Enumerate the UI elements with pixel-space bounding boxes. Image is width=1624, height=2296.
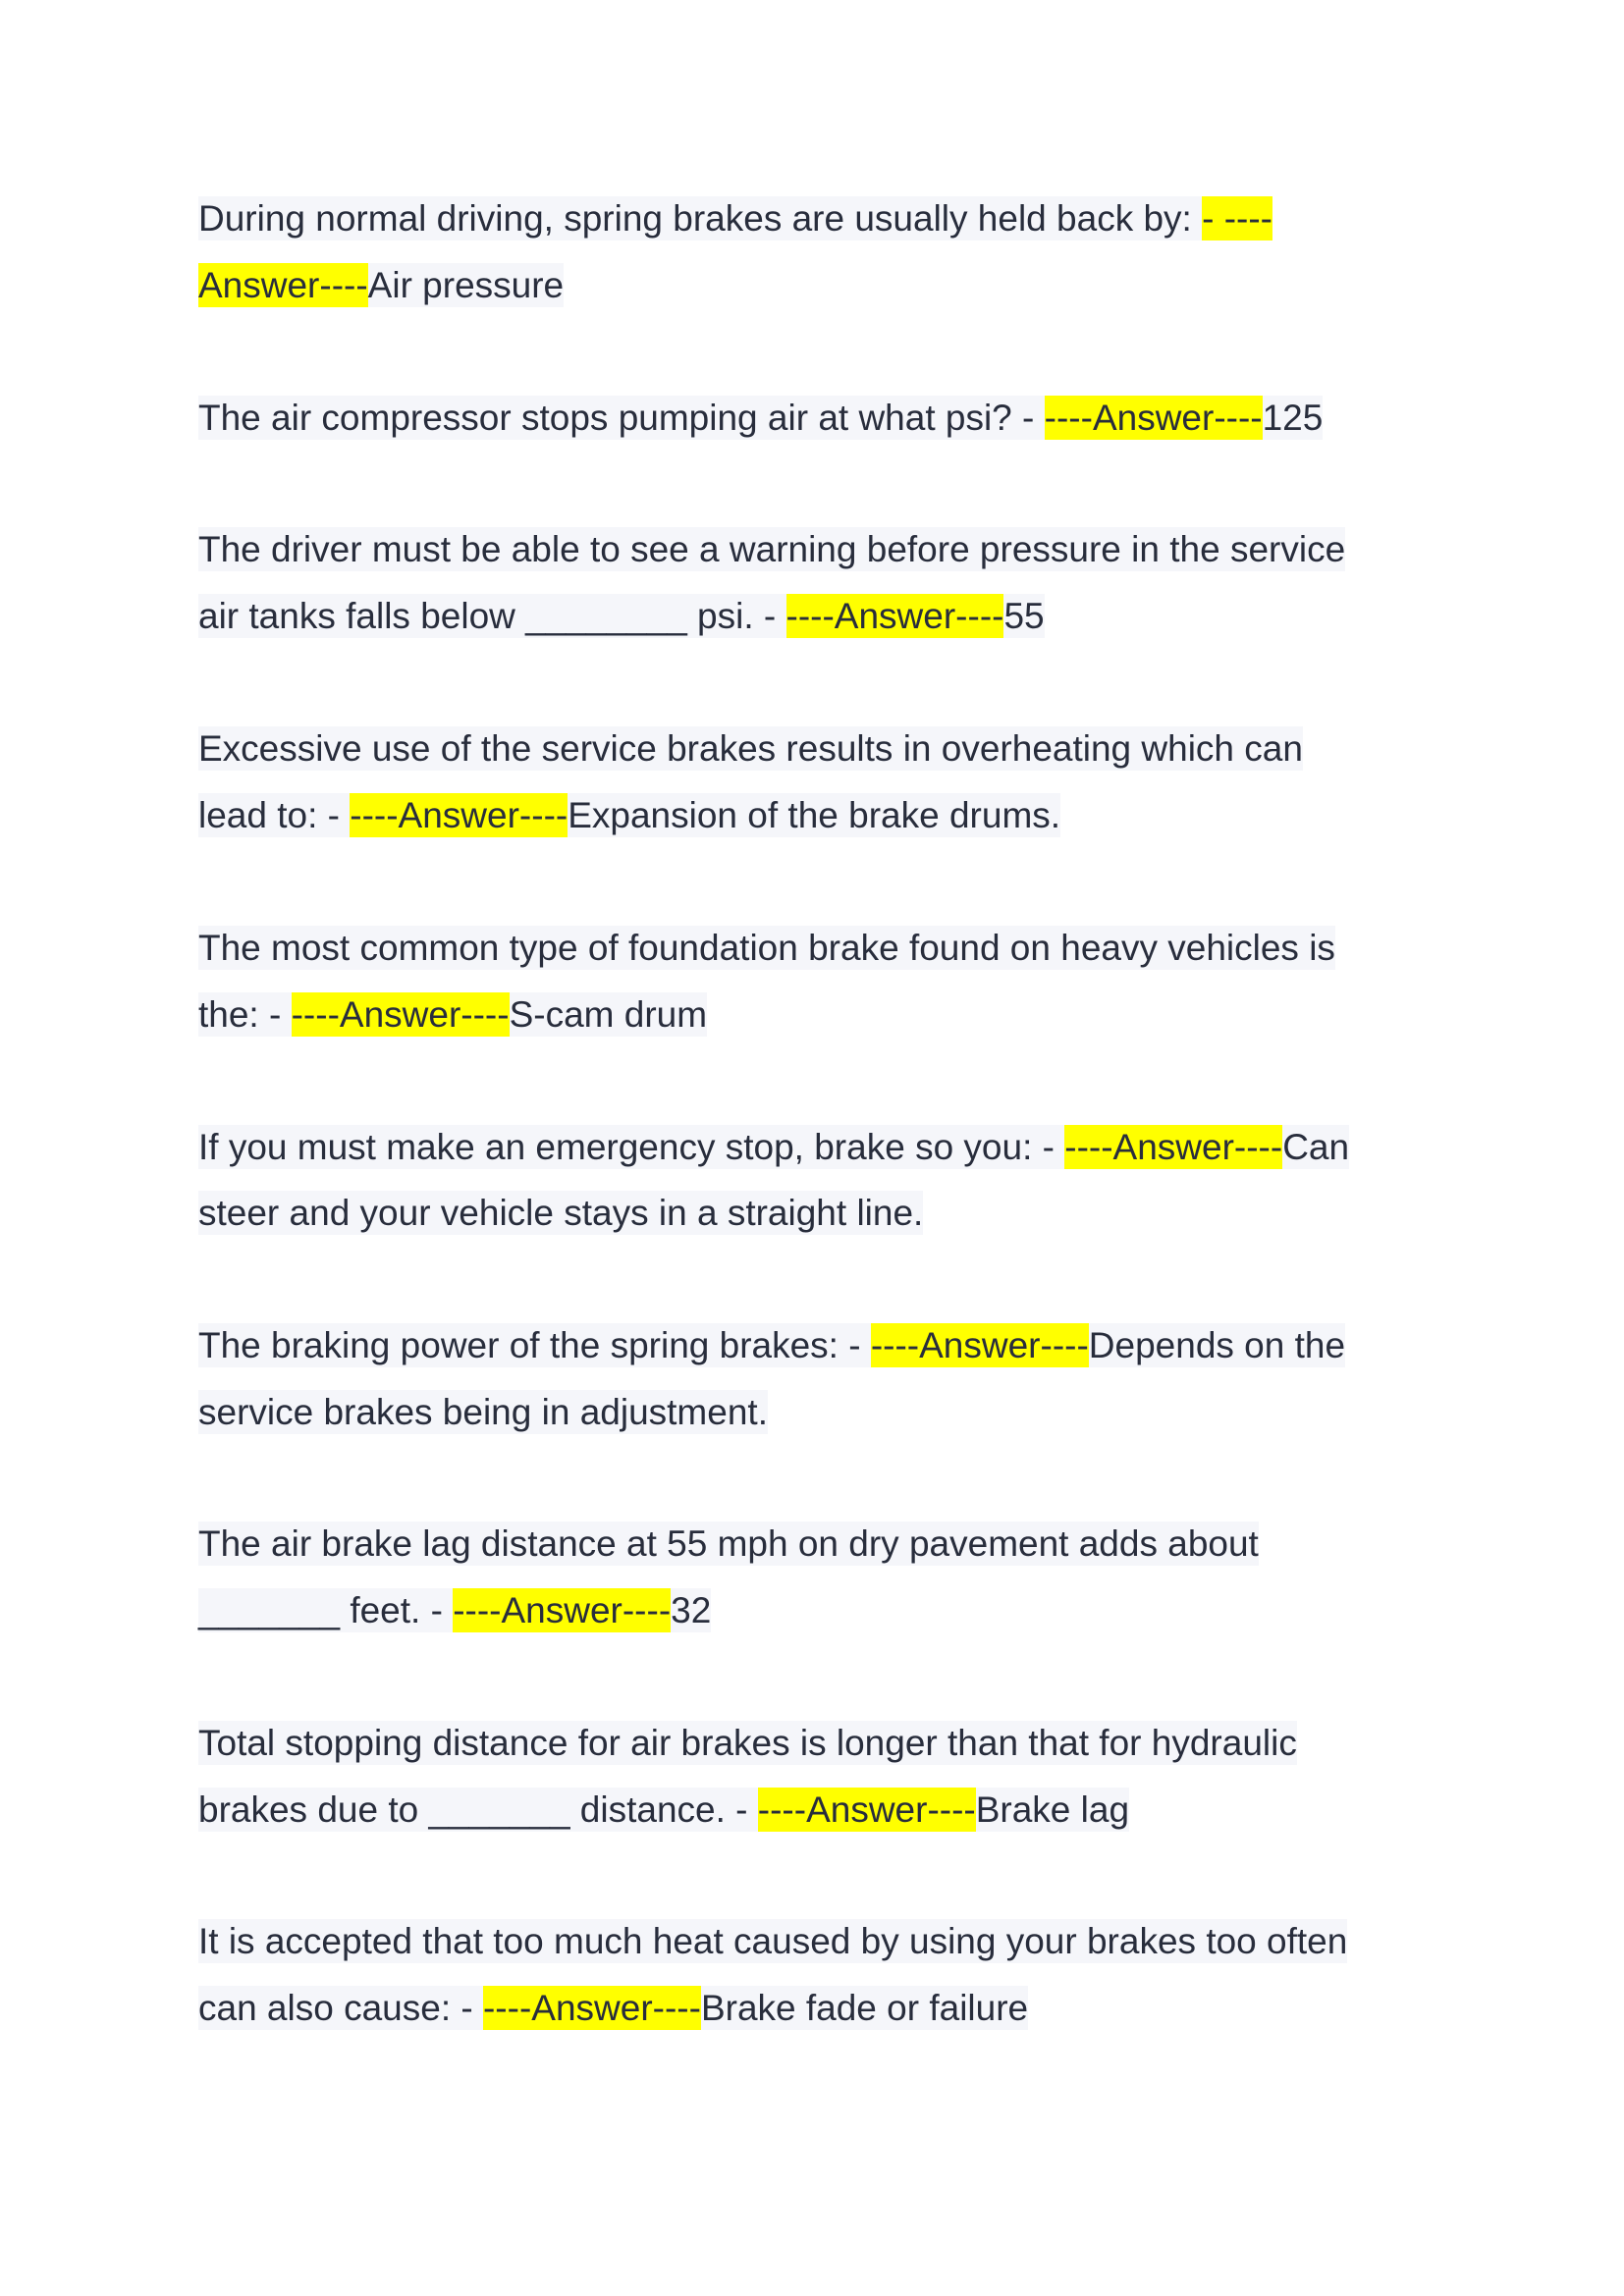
qa-item-1-line-1 (198, 196, 1272, 240)
answer-marker-highlight: ----Answer---- (785, 596, 1004, 636)
answer-marker-highlight: Answer---- (198, 265, 368, 305)
answer-text: Expansion of the brake drums. (568, 795, 1061, 835)
answer-marker-highlight: ----Answer---- (1064, 1127, 1283, 1167)
question-text: If you must make an emergency stop, brake so you: - (198, 1127, 1065, 1167)
answer-marker-highlight: ----Answer---- (1044, 398, 1263, 438)
question-text: lead to: - (198, 795, 351, 835)
qa-item-9-line-1 (198, 1721, 1297, 1765)
qa-item-2-line-1 (198, 396, 1323, 440)
question-text: The driver must be able to see a warning before pressure in the service (198, 529, 1346, 569)
answer-text: 55 (1003, 596, 1045, 636)
qa-item-10-line-1 (198, 1919, 1347, 1963)
qa-item-10-line-2 (198, 1986, 1028, 2030)
question-text: The air brake lag distance at 55 mph on dry pavement adds about (198, 1523, 1259, 1564)
qa-item-7-line-2 (198, 1390, 768, 1434)
question-text: can also cause: - (198, 1988, 483, 2028)
answer-text: Can (1282, 1127, 1350, 1167)
answer-text: Depends on the (1088, 1325, 1346, 1365)
qa-item-1-line-2 (198, 263, 564, 307)
qa-item-4-line-2 (198, 793, 1060, 837)
answer-marker-highlight: ----Answer---- (870, 1325, 1089, 1365)
question-text: It is accepted that too much heat caused by using your brakes too often (198, 1921, 1348, 1961)
question-text: Total stopping distance for air brakes is longer than that for hydraulic (198, 1723, 1297, 1763)
answer-text: steer and your vehicle stays in a straight line. (198, 1193, 924, 1233)
question-text: During normal driving, spring brakes are usually held back by: (198, 198, 1203, 239)
answer-text: 32 (671, 1590, 712, 1630)
question-text: The braking power of the spring brakes: - (198, 1325, 871, 1365)
question-text: The most common type of foundation brake found on heavy vehicles is (198, 928, 1335, 968)
question-text: air tanks falls below ________ psi. - (198, 596, 786, 636)
qa-item-6-line-2 (198, 1191, 923, 1235)
qa-item-3-line-1 (198, 527, 1345, 571)
qa-item-3-line-2 (198, 594, 1045, 638)
qa-item-8-line-1 (198, 1522, 1259, 1566)
answer-text: Brake lag (975, 1789, 1130, 1830)
answer-text: S-cam drum (509, 994, 708, 1035)
qa-item-4-line-1 (198, 726, 1303, 771)
answer-marker-highlight: ----Answer---- (453, 1590, 672, 1630)
qa-item-5-line-1 (198, 926, 1335, 970)
qa-item-5-line-2 (198, 992, 707, 1037)
question-text: The air compressor stops pumping air at what psi? - (198, 398, 1045, 438)
answer-marker-highlight: - ---- (1202, 198, 1272, 239)
qa-item-6-line-1 (198, 1125, 1349, 1169)
qa-item-9-line-2 (198, 1788, 1129, 1832)
answer-text: Air pressure (367, 265, 565, 305)
qa-item-7-line-1 (198, 1323, 1345, 1367)
answer-text: Brake fade or failure (700, 1988, 1029, 2028)
question-text: Excessive use of the service brakes results in overheating which can (198, 728, 1303, 769)
question-text: the: - (198, 994, 292, 1035)
question-text: _______ feet. - (198, 1590, 454, 1630)
answer-text: 125 (1262, 398, 1324, 438)
question-text: brakes due to _______ distance. - (198, 1789, 758, 1830)
answer-marker-highlight: ----Answer---- (350, 795, 568, 835)
answer-marker-highlight: ----Answer---- (291, 994, 510, 1035)
answer-marker-highlight: ----Answer---- (482, 1988, 701, 2028)
answer-text: service brakes being in adjustment. (198, 1392, 768, 1432)
qa-item-8-line-2 (198, 1588, 711, 1632)
answer-marker-highlight: ----Answer---- (757, 1789, 976, 1830)
